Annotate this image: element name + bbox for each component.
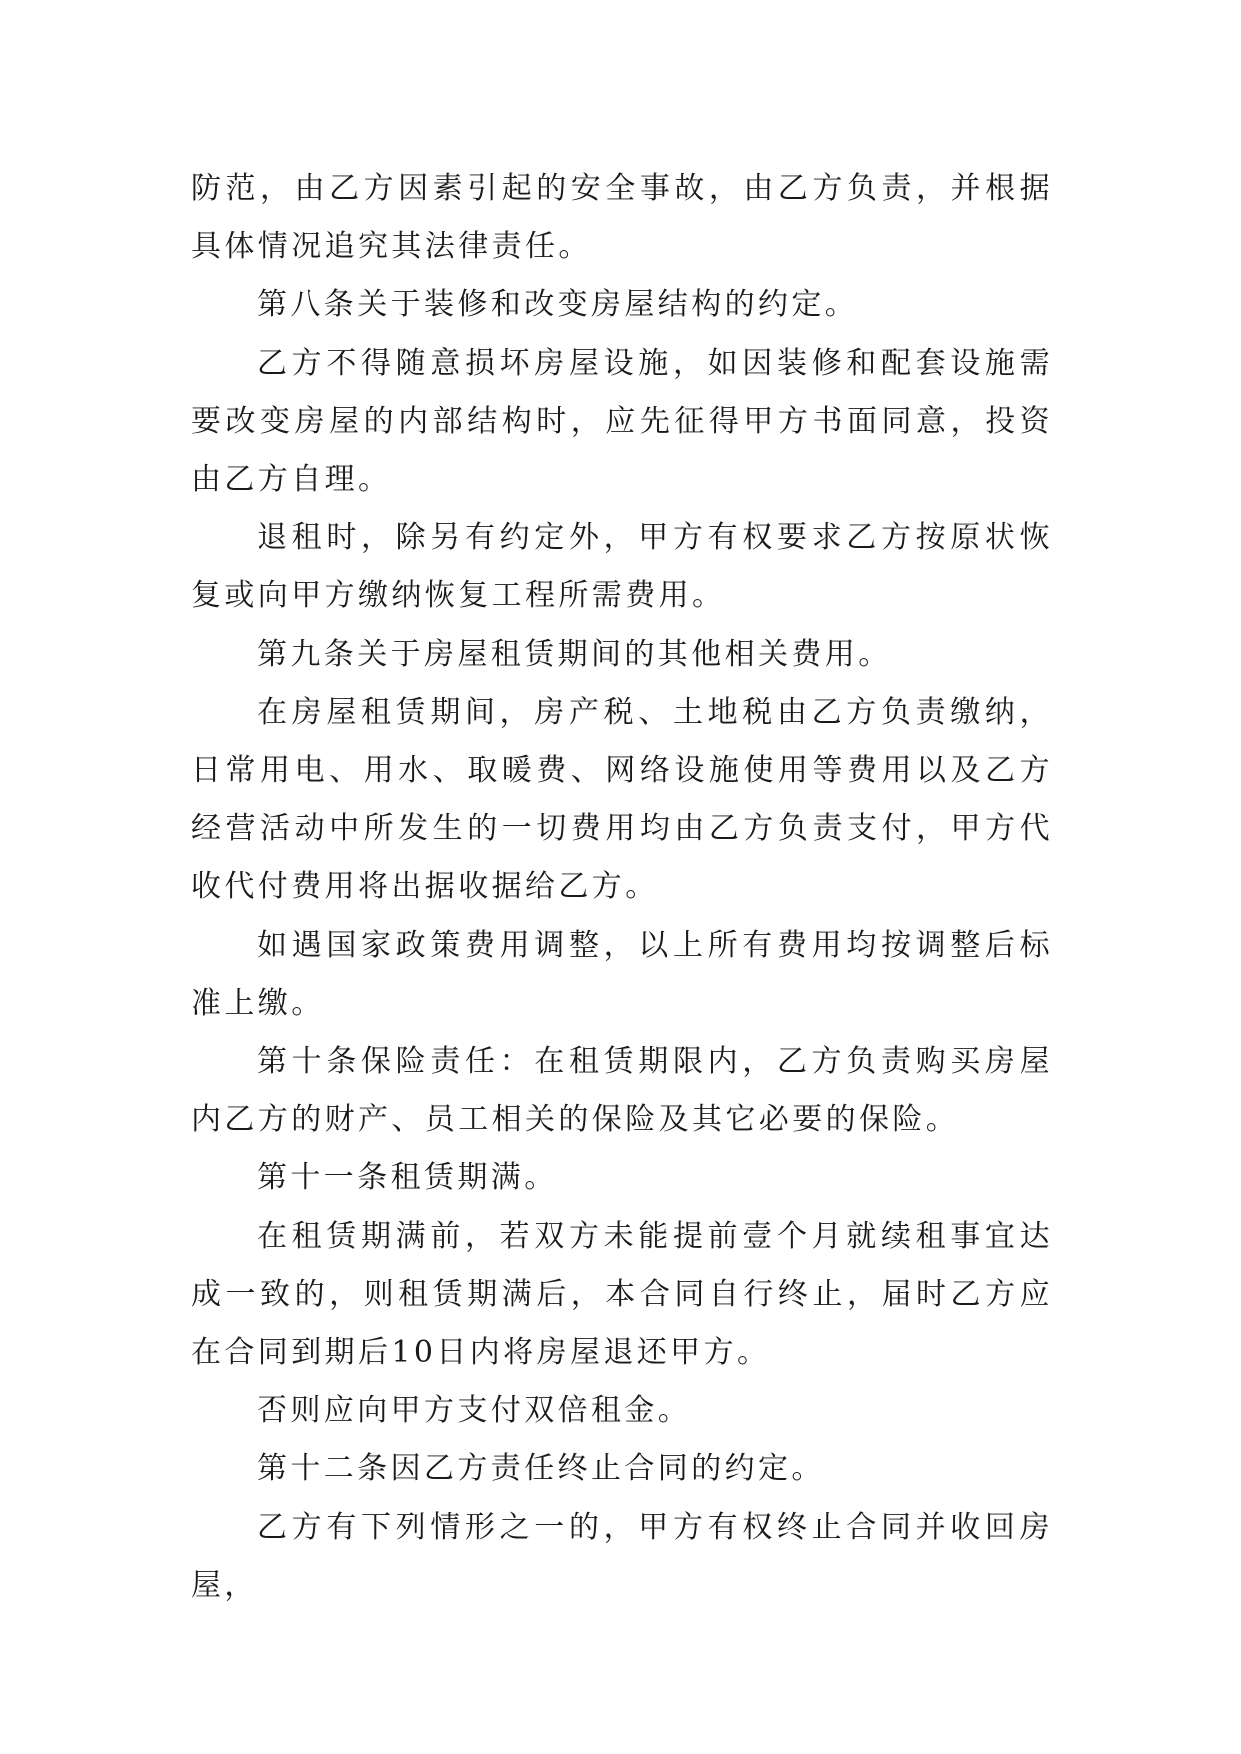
document-page xyxy=(191,160,1053,1615)
article-12-heading: 第十二条因乙方责任终止合同的约定。 xyxy=(257,1451,825,1487)
paragraph: 在租赁期满前，若双方未能提前壹个月就续租事宜达成一致的，则租赁期满后，本合同自行终止，届时乙方应在合同到期后10日内将房屋退还甲方。 xyxy=(191,1218,1053,1371)
paragraph: 否则应向甲方支付双倍租金。 xyxy=(257,1393,692,1429)
paragraph: 在房屋租赁期间，房产税、土地税由乙方负责缴纳，日常用电、用水、取暖费、网络设施使用等费用以及乙方经营活动中所发生的一切费用均由乙方负责支付，甲方代收代付费用将出据收据给乙方。 xyxy=(191,694,1053,905)
article-11-heading: 第十一条租赁期满。 xyxy=(257,1160,558,1196)
paragraph-continuation: 防范，由乙方因素引起的安全事故，由乙方负责，并根据具体情况追究其法律责任。 xyxy=(191,171,1053,265)
paragraph: 乙方有下列情形之一的，甲方有权终止合同并收回房屋， xyxy=(191,1509,1053,1603)
article-10-paragraph: 第十条保险责任：在租赁期限内，乙方负责购买房屋内乙方的财产、员工相关的保险及其它必要的保险。 xyxy=(191,1044,1053,1138)
paragraph: 乙方不得随意损坏房屋设施，如因装修和配套设施需要改变房屋的内部结构时，应先征得甲方书面同意，投资由乙方自理。 xyxy=(191,345,1053,498)
paragraph: 如遇国家政策费用调整，以上所有费用均按调整后标准上缴。 xyxy=(191,927,1053,1021)
article-8-heading: 第八条关于装修和改变房屋结构的约定。 xyxy=(257,287,859,323)
article-9-heading: 第九条关于房屋租赁期间的其他相关费用。 xyxy=(257,636,892,672)
paragraph: 退租时，除另有约定外，甲方有权要求乙方按原状恢复或向甲方缴纳恢复工程所需费用。 xyxy=(191,520,1053,614)
